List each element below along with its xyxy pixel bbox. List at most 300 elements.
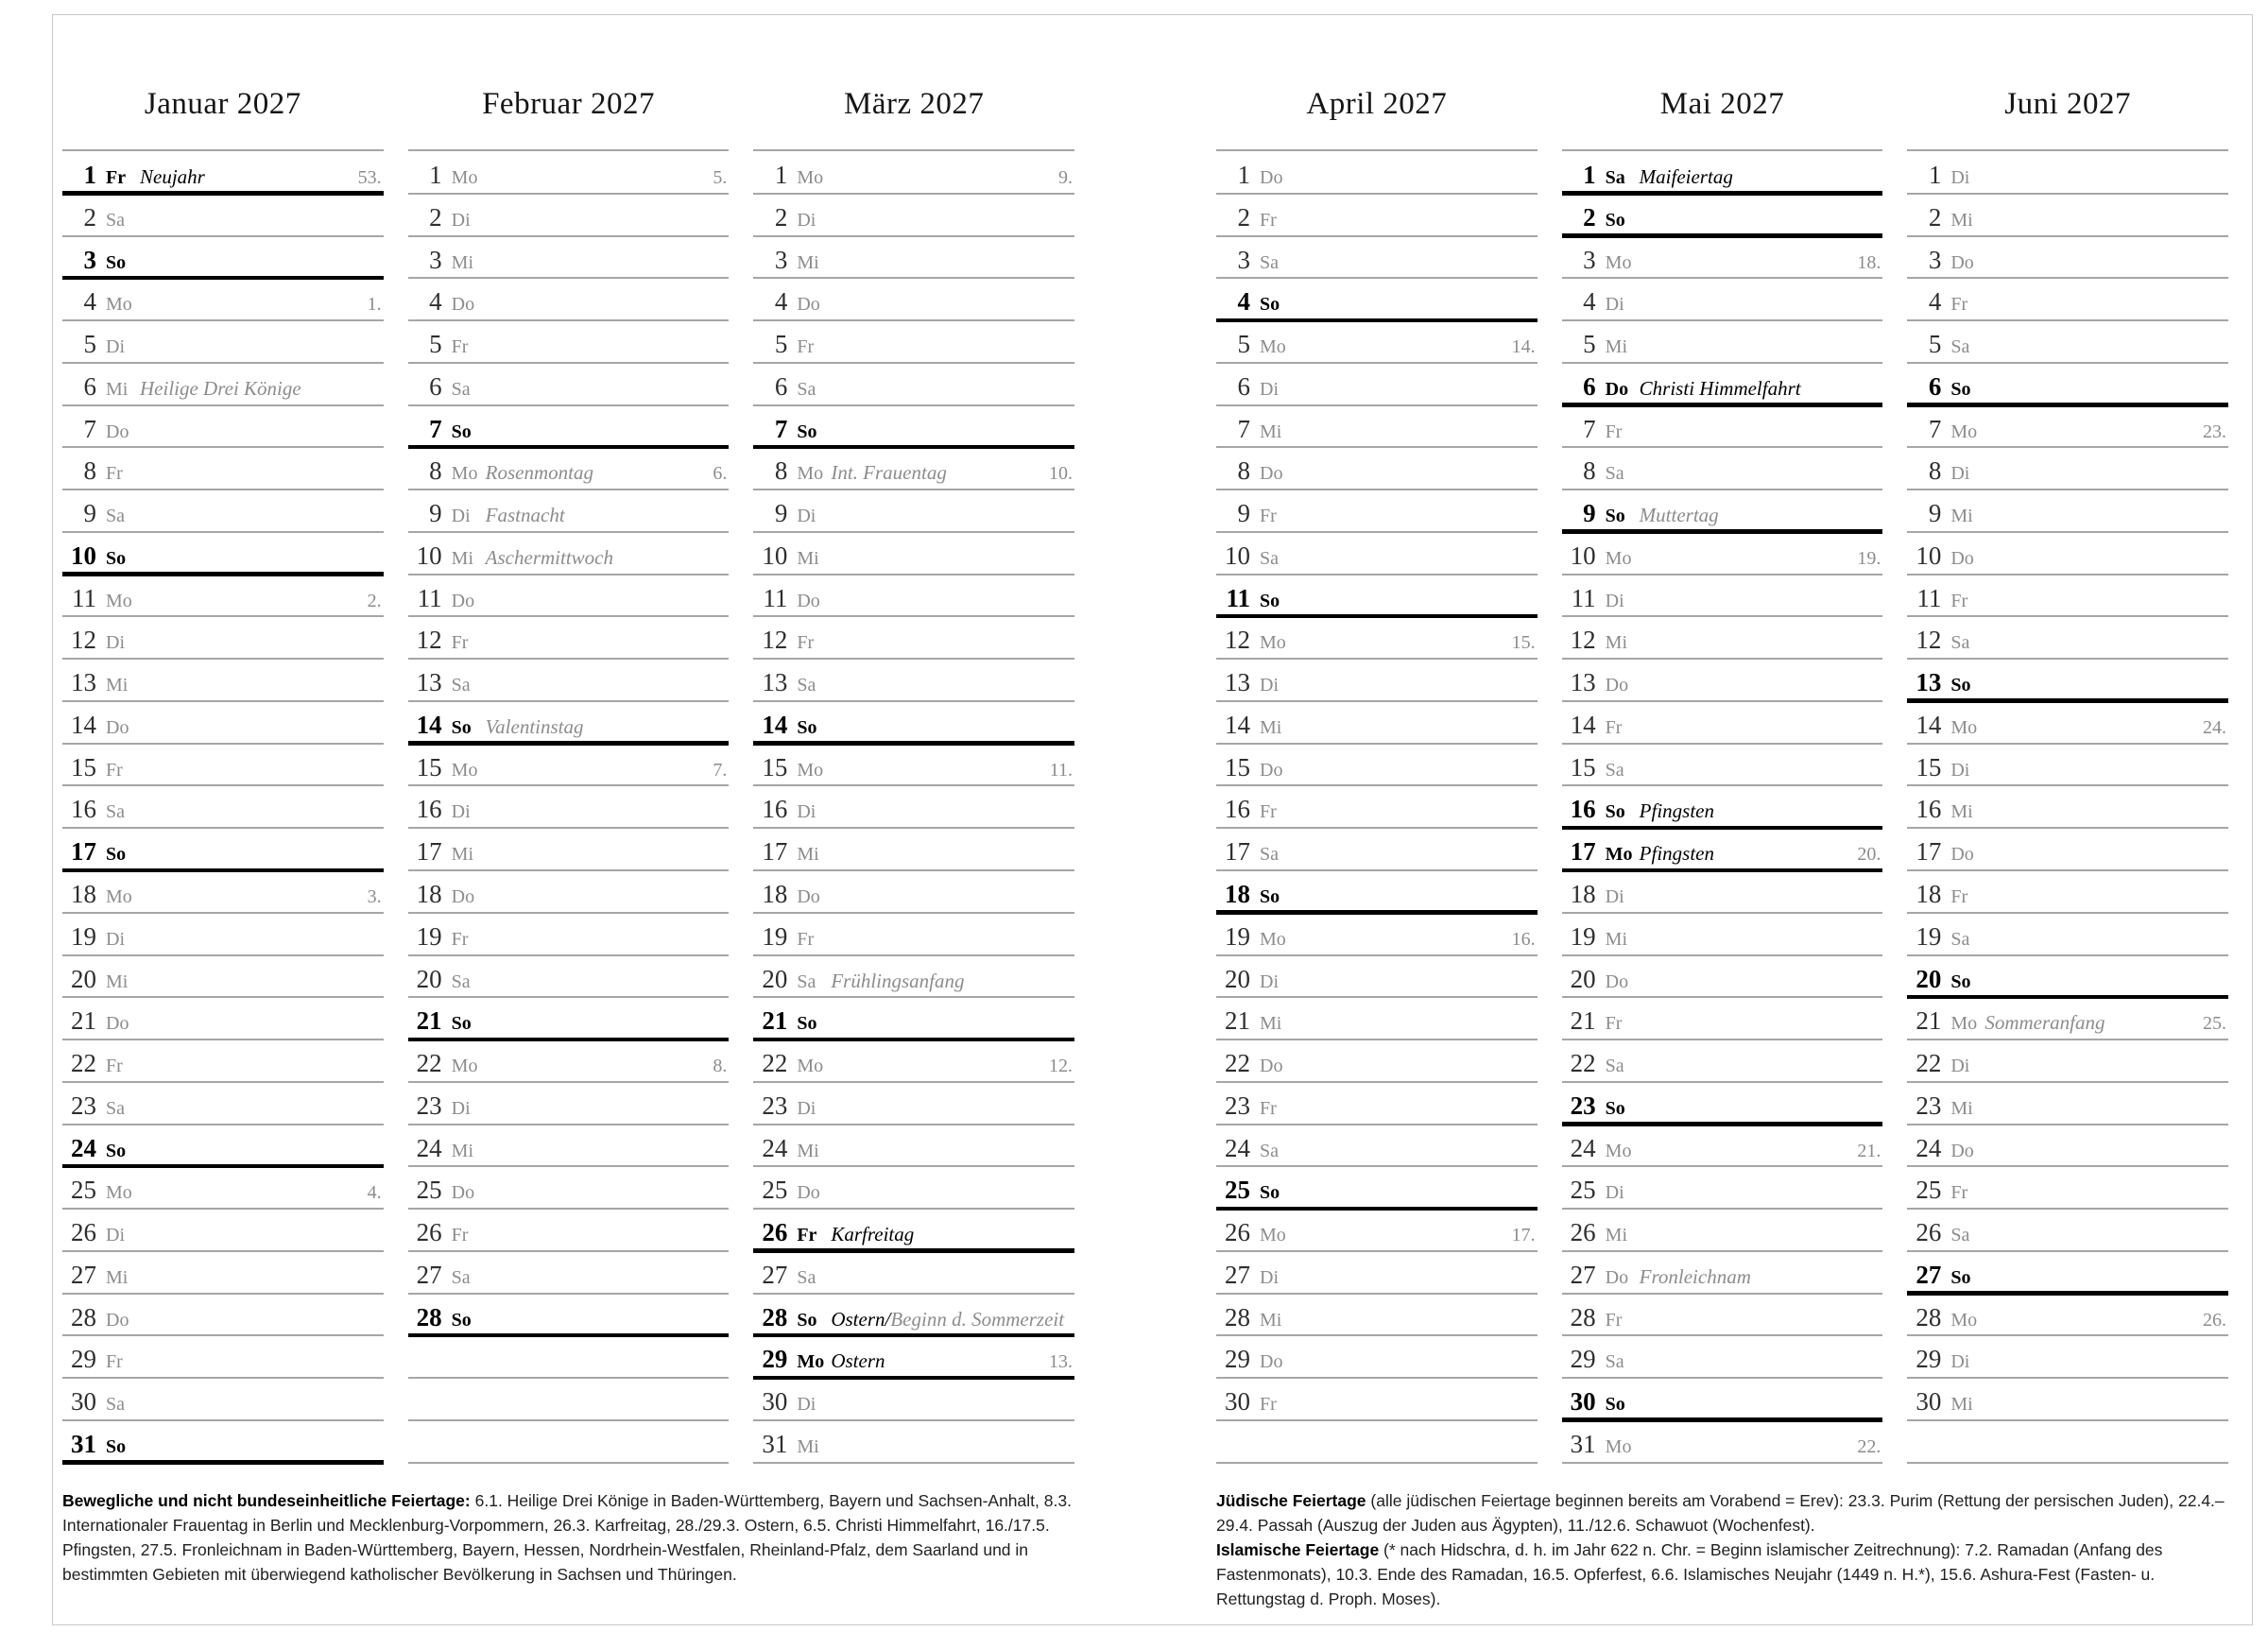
weekday-abbrev: Sa	[1605, 463, 1624, 485]
day-number: 6	[1237, 371, 1250, 401]
weekday-abbrev: Sa	[1260, 844, 1279, 866]
day-number: 10	[1225, 541, 1250, 570]
day-row	[753, 1251, 1074, 1294]
weekday-abbrev: Sa	[1950, 336, 1970, 358]
weekday-abbrev: Mo	[1605, 547, 1632, 569]
week-number: 3.	[367, 886, 382, 908]
weekday-abbrev: So	[451, 1013, 472, 1035]
day-row	[753, 1335, 1074, 1378]
day-row	[408, 701, 730, 744]
day-row	[408, 236, 730, 279]
weekday-abbrev: Mi	[106, 1266, 129, 1288]
day-row	[408, 828, 730, 870]
day-row	[1907, 490, 2228, 532]
day-row	[753, 616, 1074, 659]
day-row	[1216, 1166, 1538, 1209]
day-number: 17	[1916, 837, 1942, 867]
day-number: 18	[762, 880, 788, 909]
weekday-abbrev: Di	[106, 336, 125, 358]
weekday-abbrev: Fr	[106, 1056, 123, 1077]
day-number: 29	[1916, 1345, 1942, 1374]
weekday-abbrev: Mi	[797, 1140, 819, 1161]
day-row	[408, 1251, 730, 1294]
day-number: 23	[1916, 1091, 1942, 1120]
weekday-abbrev: Fr	[451, 928, 469, 950]
holiday-label: Fronleichnam	[1639, 1264, 1751, 1288]
day-number: 9	[1928, 499, 1942, 528]
day-row	[1907, 1294, 2228, 1336]
calendar-content	[62, 0, 2228, 1611]
weekday-abbrev: Mo	[451, 759, 478, 781]
weekday-abbrev: So	[106, 1435, 127, 1457]
day-row	[62, 997, 384, 1039]
month-rows	[62, 149, 384, 1463]
day-number: 7	[774, 414, 788, 443]
day-row	[1216, 575, 1538, 617]
weekday-abbrev: Mo	[1260, 1225, 1286, 1246]
weekday-abbrev: Fr	[451, 336, 469, 358]
day-row	[1216, 870, 1538, 913]
day-row	[62, 490, 384, 532]
weekday-abbrev: Mo	[1950, 421, 1978, 442]
weekday-abbrev: Fr	[1260, 1394, 1277, 1416]
day-number: 2	[1928, 202, 1942, 232]
weekday-abbrev: So	[1605, 506, 1625, 527]
footnote-paragraph	[1216, 1538, 2228, 1611]
day-row	[1562, 659, 1883, 701]
day-number: 16	[71, 795, 96, 824]
day-number: 28	[71, 1302, 96, 1331]
day-row	[753, 236, 1074, 279]
day-row	[753, 785, 1074, 828]
day-number: 16	[1570, 795, 1596, 824]
weekday-abbrev: Fr	[1260, 506, 1277, 527]
month-column-5	[1907, 0, 2228, 1463]
weekday-abbrev: Fr	[797, 1225, 817, 1246]
week-number: 1.	[367, 294, 382, 316]
weekday-abbrev: Mo	[1260, 336, 1286, 358]
holiday-label: Christi Himmelfahrt	[1639, 376, 1801, 400]
day-number: 22	[762, 1049, 788, 1078]
day-row	[408, 659, 730, 701]
week-number: 24.	[2203, 716, 2227, 738]
day-row	[753, 1294, 1074, 1336]
day-row	[62, 1251, 384, 1294]
day-number: 17	[416, 837, 442, 867]
weekday-abbrev: Sa	[106, 801, 125, 823]
day-number: 27	[71, 1260, 96, 1289]
holiday-label: Valentinstag	[485, 714, 584, 738]
weekday-abbrev: Do	[797, 1182, 820, 1204]
empty-row	[1907, 1420, 2228, 1463]
day-number: 5	[1583, 330, 1596, 359]
day-row	[408, 447, 730, 490]
day-number: 30	[762, 1387, 788, 1417]
day-number: 18	[416, 880, 442, 909]
weekday-abbrev: Fr	[106, 759, 123, 781]
day-row	[1562, 1420, 1883, 1463]
weekday-abbrev: Di	[797, 801, 816, 823]
week-number: 22.	[1857, 1435, 1881, 1457]
day-row	[62, 278, 384, 320]
weekday-abbrev: So	[797, 1013, 817, 1035]
weekday-abbrev: Do	[1605, 971, 1629, 992]
month-column-0	[62, 0, 384, 1463]
day-row	[1562, 490, 1883, 532]
day-number: 13	[1225, 668, 1250, 697]
day-number: 3	[774, 245, 788, 274]
day-row	[1907, 405, 2228, 448]
weekday-abbrev: So	[451, 716, 472, 738]
weekday-abbrev: Fr	[1950, 886, 1968, 908]
day-number: 16	[1225, 795, 1250, 824]
day-row	[62, 1125, 384, 1167]
day-number: 20	[416, 964, 442, 993]
weekday-abbrev: Mo	[797, 167, 824, 188]
weekday-abbrev: Di	[1605, 294, 1624, 316]
day-number: 3	[1928, 245, 1942, 274]
day-number: 29	[1225, 1345, 1250, 1374]
day-row	[753, 828, 1074, 870]
weekday-abbrev: So	[106, 1140, 127, 1161]
day-number: 25	[1916, 1176, 1942, 1205]
day-row	[408, 363, 730, 405]
day-number: 5	[1928, 330, 1942, 359]
weekday-abbrev: Mo	[1260, 632, 1286, 654]
weekday-abbrev: So	[1605, 1394, 1625, 1416]
weekday-abbrev: Sa	[797, 1266, 816, 1288]
weekday-abbrev: Sa	[451, 675, 471, 696]
weekday-abbrev: Mi	[1260, 1013, 1282, 1035]
day-row	[62, 405, 384, 448]
day-row	[1562, 447, 1883, 490]
day-number: 27	[416, 1260, 442, 1289]
weekday-abbrev: Fr	[451, 1225, 469, 1246]
weekday-abbrev: Fr	[1950, 590, 1968, 611]
week-number: 8.	[713, 1056, 728, 1077]
day-row	[1907, 194, 2228, 236]
day-number: 8	[1237, 456, 1250, 486]
weekday-abbrev: Mi	[797, 844, 819, 866]
weekday-abbrev: Do	[797, 590, 820, 611]
day-number: 9	[429, 499, 442, 528]
day-number: 8	[429, 456, 442, 486]
weekday-abbrev: Mi	[1605, 928, 1628, 950]
day-row	[62, 1378, 384, 1420]
day-number: 20	[1916, 964, 1942, 993]
day-number: 17	[762, 837, 788, 867]
holiday-label: Aschermittwoch	[485, 545, 613, 569]
holiday-label: Ostern	[831, 1349, 885, 1373]
day-number: 2	[83, 202, 96, 232]
weekday-abbrev: Fr	[451, 632, 469, 654]
day-row	[62, 1082, 384, 1125]
day-row	[62, 955, 384, 998]
day-row	[1907, 236, 2228, 279]
footnote-paragraph	[1216, 1488, 2228, 1538]
day-number: 18	[71, 880, 96, 909]
day-number: 27	[762, 1260, 788, 1289]
day-row	[1907, 1166, 2228, 1209]
day-row	[1907, 785, 2228, 828]
day-number: 17	[1225, 837, 1250, 867]
weekday-abbrev: So	[451, 421, 472, 442]
weekday-abbrev: So	[1950, 971, 1971, 992]
weekday-abbrev: Di	[1260, 378, 1279, 400]
day-number: 19	[1225, 921, 1250, 951]
weekday-abbrev: Do	[1260, 759, 1283, 781]
day-number: 14	[1570, 710, 1596, 739]
weekday-abbrev: Do	[106, 1309, 129, 1331]
day-row	[408, 1082, 730, 1125]
day-row	[1216, 955, 1538, 998]
day-number: 4	[83, 287, 96, 317]
day-number: 7	[83, 414, 96, 443]
weekday-abbrev: Di	[106, 928, 125, 950]
holiday-label: Ostern/	[831, 1307, 891, 1331]
weekday-abbrev: Di	[1260, 971, 1279, 992]
weekday-abbrev: Di	[451, 506, 471, 527]
day-number: 5	[429, 330, 442, 359]
day-row	[1216, 1378, 1538, 1420]
day-row	[1216, 194, 1538, 236]
weekday-abbrev: Do	[106, 716, 129, 738]
day-row	[1562, 194, 1883, 236]
day-number: 28	[1916, 1302, 1942, 1331]
weekday-abbrev: Sa	[797, 971, 816, 992]
day-number: 4	[1583, 287, 1596, 317]
day-number: 14	[1225, 710, 1250, 739]
day-number: 14	[71, 710, 96, 739]
day-number: 6	[1928, 371, 1942, 401]
day-number: 8	[83, 456, 96, 486]
day-number: 20	[1225, 964, 1250, 993]
day-number: 21	[71, 1006, 96, 1036]
day-number: 13	[71, 668, 96, 697]
weekday-abbrev: Fr	[797, 336, 815, 358]
weekday-abbrev: Sa	[106, 1097, 125, 1119]
day-row	[1562, 1251, 1883, 1294]
holiday-label: Heilige Drei Könige	[140, 376, 301, 400]
weekday-abbrev: Fr	[797, 928, 815, 950]
day-number: 20	[762, 964, 788, 993]
day-number: 18	[1916, 880, 1942, 909]
day-number: 21	[1225, 1006, 1250, 1036]
weekday-abbrev: Mi	[797, 251, 819, 273]
weekday-abbrev: Di	[106, 632, 125, 654]
day-number: 2	[1237, 202, 1250, 232]
day-row	[1907, 447, 2228, 490]
day-row	[753, 363, 1074, 405]
weekday-abbrev: Fr	[1950, 1182, 1968, 1204]
empty-row	[408, 1335, 730, 1378]
day-row	[1907, 363, 2228, 405]
day-row	[1562, 1209, 1883, 1251]
day-row	[1562, 785, 1883, 828]
weekday-abbrev: So	[451, 1309, 472, 1331]
weekday-abbrev: Sa	[1260, 547, 1279, 569]
weekday-abbrev: Mo	[451, 1056, 478, 1077]
weekday-abbrev: Sa	[451, 971, 471, 992]
page-left	[62, 0, 1074, 1463]
day-row	[62, 785, 384, 828]
weekday-abbrev: Do	[451, 294, 475, 316]
weekday-abbrev: Di	[797, 1394, 816, 1416]
day-row	[753, 1125, 1074, 1167]
weekday-abbrev: Sa	[451, 1266, 471, 1288]
day-number: 9	[774, 499, 788, 528]
day-row	[1907, 997, 2228, 1039]
day-row	[1216, 1125, 1538, 1167]
day-number: 24	[416, 1133, 442, 1162]
day-number: 15	[762, 752, 788, 782]
weekday-abbrev: Fr	[106, 167, 127, 188]
day-row	[1562, 320, 1883, 363]
weekday-abbrev: Do	[1605, 675, 1629, 696]
day-number: 13	[1570, 668, 1596, 697]
day-row	[408, 1125, 730, 1167]
week-number: 13.	[1049, 1351, 1074, 1373]
day-row	[62, 701, 384, 744]
weekday-abbrev: Mo	[106, 1182, 132, 1204]
weekday-abbrev: So	[1950, 378, 1971, 400]
weekday-abbrev: Mi	[451, 844, 474, 866]
day-number: 1	[1583, 161, 1596, 189]
day-row	[1216, 997, 1538, 1039]
weekday-abbrev: Di	[797, 1097, 816, 1119]
day-row	[1907, 1039, 2228, 1082]
month-rows	[1562, 149, 1883, 1463]
day-row	[1216, 320, 1538, 363]
day-row	[62, 532, 384, 575]
day-number: 21	[762, 1006, 788, 1036]
day-number: 24	[762, 1133, 788, 1162]
day-number: 30	[1916, 1387, 1942, 1417]
weekday-abbrev: Fr	[797, 632, 815, 654]
day-row	[1562, 1039, 1883, 1082]
day-number: 29	[71, 1345, 96, 1374]
day-number: 26	[762, 1218, 788, 1247]
day-row	[1216, 1251, 1538, 1294]
day-number: 12	[1570, 626, 1596, 655]
weekday-abbrev: So	[1605, 1097, 1625, 1119]
weekday-abbrev: Fr	[106, 463, 123, 485]
weekday-abbrev: Mi	[797, 1435, 819, 1457]
weekday-abbrev: Mo	[797, 463, 824, 485]
weekday-abbrev: Mo	[1605, 1435, 1632, 1457]
weekday-abbrev: So	[106, 251, 127, 273]
holiday-label: Pfingsten	[1639, 799, 1714, 823]
month-title: Januar 2027	[144, 87, 301, 121]
weekday-abbrev: Mo	[451, 463, 478, 485]
weekday-abbrev: Mi	[1605, 632, 1628, 654]
day-number: 23	[416, 1091, 442, 1120]
weekday-abbrev: Mo	[1605, 1140, 1632, 1161]
day-row	[408, 1209, 730, 1251]
weekday-abbrev: Mi	[451, 1140, 474, 1161]
day-row	[1907, 870, 2228, 913]
day-number: 23	[1225, 1091, 1250, 1120]
week-number: 25.	[2203, 1013, 2227, 1035]
day-row	[1907, 278, 2228, 320]
day-row	[753, 320, 1074, 363]
day-number: 7	[1583, 414, 1596, 443]
day-number: 14	[1916, 710, 1942, 739]
day-number: 20	[1570, 964, 1596, 993]
day-row	[62, 1166, 384, 1209]
weekday-abbrev: Mi	[1260, 421, 1282, 442]
day-row	[1907, 532, 2228, 575]
holiday-label: Pfingsten	[1639, 842, 1714, 866]
weekday-abbrev: Do	[1260, 463, 1283, 485]
weekday-abbrev: Sa	[1950, 632, 1970, 654]
day-number: 1	[774, 161, 788, 189]
day-number: 30	[1225, 1387, 1250, 1417]
day-number: 18	[1225, 880, 1250, 909]
weekday-abbrev: Fr	[1605, 1013, 1623, 1035]
day-row	[1562, 236, 1883, 279]
day-row	[1216, 1335, 1538, 1378]
weekday-abbrev: Mi	[106, 971, 129, 992]
day-number: 17	[71, 837, 96, 867]
day-row	[1562, 955, 1883, 998]
day-number: 19	[1570, 921, 1596, 951]
day-number: 21	[416, 1006, 442, 1036]
month-column-3	[1216, 0, 1538, 1463]
month-column-1	[408, 0, 730, 1463]
weekday-abbrev: Sa	[1260, 251, 1279, 273]
day-row	[408, 870, 730, 913]
week-number: 17.	[1511, 1225, 1536, 1246]
day-number: 28	[1225, 1302, 1250, 1331]
weekday-abbrev: Fr	[1260, 801, 1277, 823]
week-number: 10.	[1049, 463, 1074, 485]
week-number: 14.	[1511, 336, 1536, 358]
footnote-lead-islamic: Islamische Feiertage	[1216, 1539, 1380, 1559]
weekday-abbrev: Sa	[1950, 928, 1970, 950]
day-number: 4	[429, 287, 442, 317]
day-number: 9	[1237, 499, 1250, 528]
day-number: 30	[71, 1387, 96, 1417]
footnote-text: 6.1. Heilige Drei Könige in Baden-Württemberg, Bayern und Sachsen-Anhalt, 8.3. Internationaler Frauentag in Berlin und Mecklenburg-Vorpommern, 26.3. Karfreitag, 28./29.3. Ostern, 6.5. Christi Himmelfahrt, 16./17.5. Pfingsten, 27.5. Fronleichnam in Baden-Württemberg, Bayern, Hessen, Nordrhein-Westfalen, Rheinland-Pfalz, dem Saarland und in bestimmten Gebieten mit überwiegend katholischer Bevölkerung in Sachsen und Thüringen.	[62, 1490, 1072, 1584]
day-number: 31	[762, 1429, 788, 1458]
month-column-4	[1562, 0, 1883, 1463]
weekday-abbrev: Mo	[1260, 928, 1286, 950]
day-number: 19	[762, 921, 788, 951]
weekday-abbrev: Mo	[1950, 1013, 1978, 1035]
weekday-abbrev: Di	[1950, 1351, 1970, 1373]
day-number: 23	[71, 1091, 96, 1120]
day-row	[408, 1294, 730, 1336]
weekday-abbrev: Fr	[1260, 209, 1277, 231]
day-row	[1562, 744, 1883, 786]
day-number: 5	[83, 330, 96, 359]
footnote-religious-holidays	[1216, 1488, 2228, 1611]
day-row	[408, 194, 730, 236]
footnote-paragraph	[62, 1488, 1074, 1587]
day-row	[1216, 785, 1538, 828]
weekday-abbrev: Sa	[106, 506, 125, 527]
weekday-abbrev: Fr	[1605, 716, 1623, 738]
day-row	[1562, 405, 1883, 448]
weekday-abbrev: Di	[106, 1225, 125, 1246]
day-row	[1907, 913, 2228, 955]
day-row	[1216, 447, 1538, 490]
day-number: 22	[416, 1049, 442, 1078]
day-row	[62, 363, 384, 405]
month-column-2	[753, 0, 1074, 1463]
day-row	[753, 701, 1074, 744]
